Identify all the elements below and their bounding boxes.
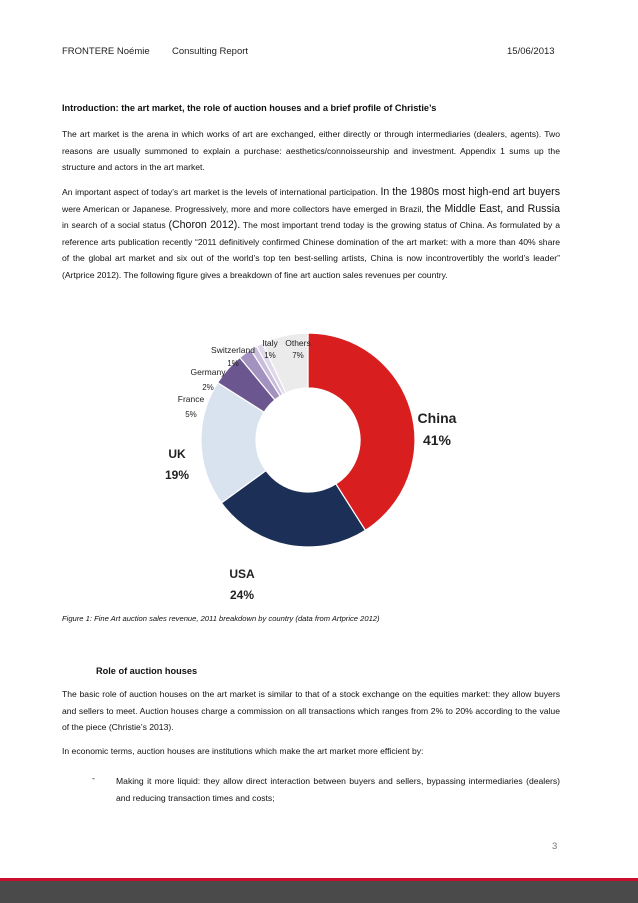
role-bullet-1: Making it more liquid: they allow direct interaction between buyers and sellers, bypassing intermediaries (dealers) and reducing transaction times and costs; <box>116 776 560 803</box>
intro-heading: Introduction: the art market, the role of auction houses and a brief profile of Christie’s <box>62 103 437 113</box>
role-paragraph-1: The basic role of auction houses on the art market is similar to that of a stock exchange on the equities market: they allow buyers and sellers to meet. Auction houses charge a commission on all transactions which ranges from 2% to 20% according to the value of the piece (Christie’s 2013). <box>62 689 560 733</box>
value-label-germany: 2% <box>202 383 214 392</box>
intro-p2-d: the Middle East, and Russia <box>426 202 561 215</box>
intro-p2-c: were American or Japanese. Progressively, more and more collectors have emerged in Brazil, <box>62 203 424 214</box>
role-heading: Role of auction houses <box>96 666 198 676</box>
role-paragraph-2: In economic terms, auction houses are institutions which make the art market more efficient by: <box>62 746 424 756</box>
intro-p2-b: In the 1980s most high-end art buyers <box>380 186 561 198</box>
label-italy: Italy <box>262 338 278 348</box>
footer-band <box>0 878 638 903</box>
footer-accent-line <box>0 878 638 881</box>
intro-paragraph-1: The art market is the arena in which works of art are exchanged, either directly or through intermediaries (dealers, agents). Two reasons are usually summoned to explain a purchase: aesthetics/connoisseurship and investment. Appendix 1 sums up the structure and actors in the art market. <box>62 129 560 173</box>
label-switzerland: Switzerland <box>211 345 255 355</box>
value-label-china: 41% <box>422 432 452 448</box>
label-china: China <box>417 410 457 426</box>
value-label-usa: 24% <box>229 588 255 602</box>
label-germany: Germany <box>190 367 226 377</box>
intro-p2-e: in search of a social status <box>62 220 166 231</box>
header-author: FRONTERE Noémie <box>62 46 150 57</box>
header-date: 15/06/2013 <box>507 46 555 57</box>
label-others: Others <box>285 338 311 348</box>
value-label-italy: 1% <box>264 351 276 360</box>
label-france: France <box>177 394 205 404</box>
intro-p2-f: (Choron 2012). <box>168 219 241 232</box>
value-label-uk: 19% <box>164 468 190 482</box>
bullet-marker: - <box>92 773 95 783</box>
label-uk: UK <box>168 447 186 461</box>
figure-caption: Figure 1: Fine Art auction sales revenue, 2011 breakdown by country (data from Artprice 2012) <box>62 614 380 623</box>
intro-p2-g: The most important trend today is the growing status of China. As formulated by a reference arts publication recently “2011 definitively confirmed Chinese domination of the art market: with a more than 40% share of the global art market and six out of the world’s top ten best-selling artists, China is now incontrovertibly the world’s leader” (Artprice 2012). The following figure gives a breakdown of fine art auction sales revenues per country. <box>62 220 560 280</box>
header-doc-type: Consulting Report <box>172 46 249 57</box>
value-label-others: 7% <box>292 351 304 360</box>
value-label-france: 5% <box>185 410 197 419</box>
label-usa: USA <box>229 567 255 581</box>
page-number: 3 <box>552 841 558 852</box>
value-label-switzerland: 1% <box>227 359 239 368</box>
intro-p2-a: An important aspect of today’s art market is the levels of international participation. <box>62 187 378 197</box>
